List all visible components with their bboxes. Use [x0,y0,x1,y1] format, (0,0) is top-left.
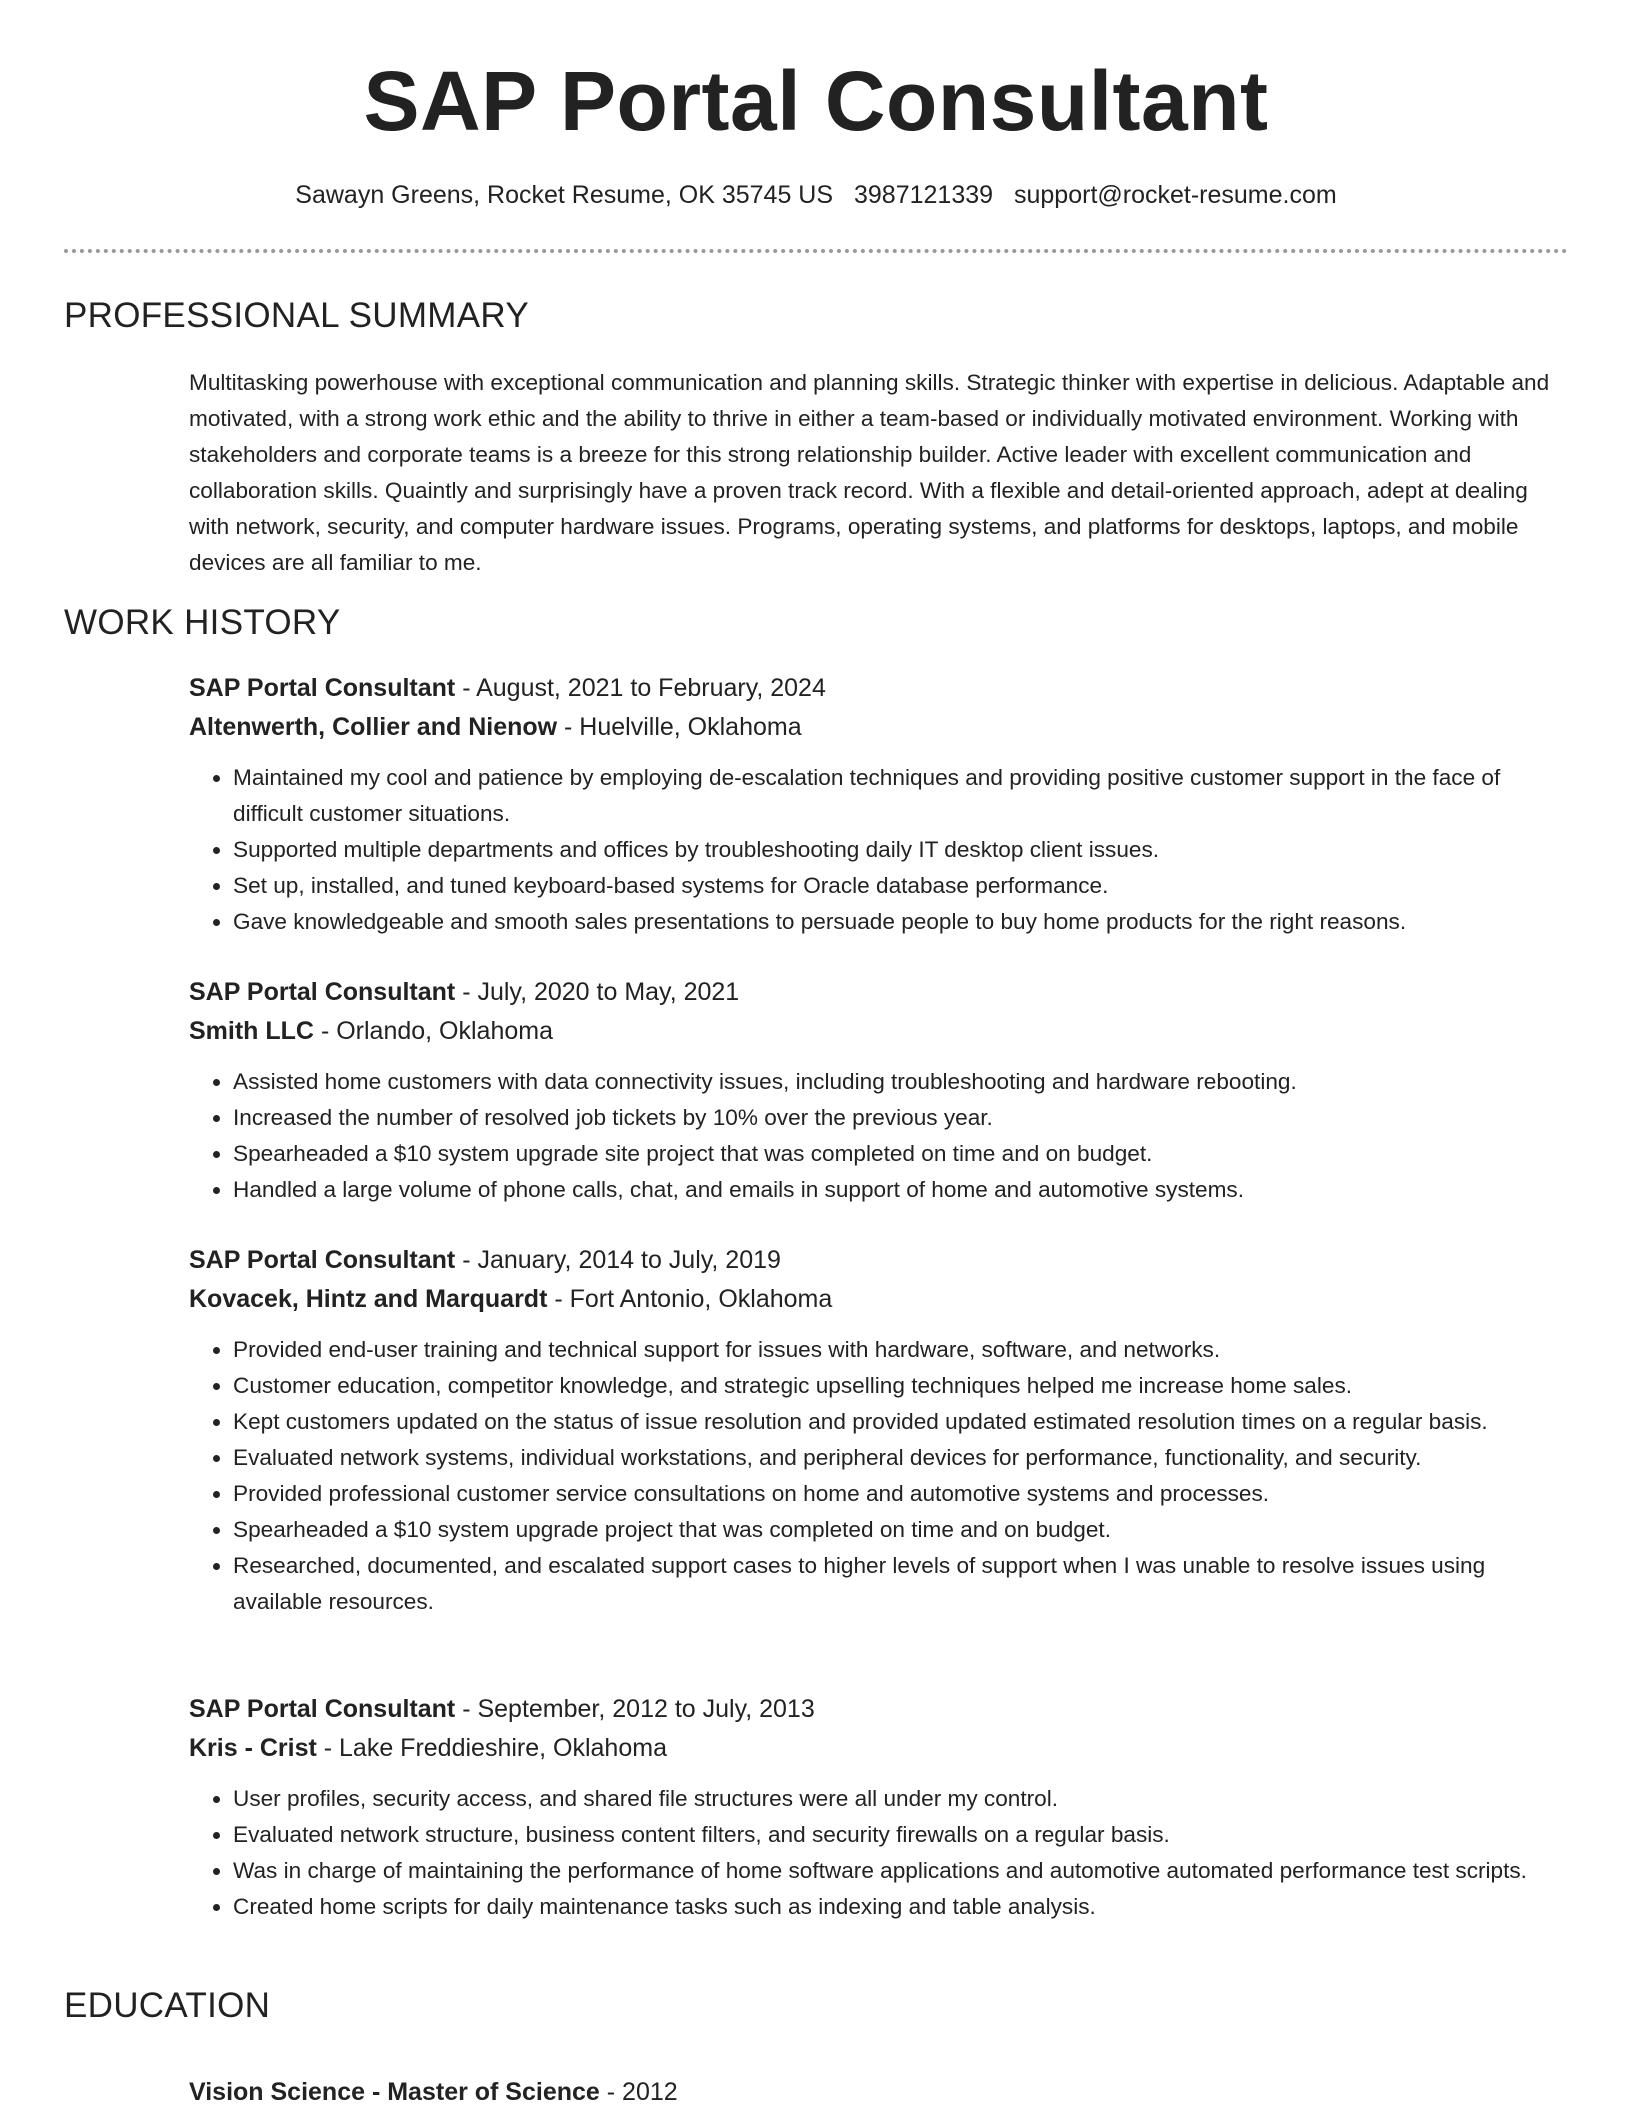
contact-email: support@rocket-resume.com [1014,181,1337,209]
job-bullet: • Maintained my cool and patience by employing de-escalation techniques and providing positive customer support in the face of difficult customer situations. [233,760,1569,832]
job-bullet: • Assisted home customers with data connectivity issues, including troubleshooting and hardware rebooting. [233,1064,1569,1100]
section-heading-work-history: WORK HISTORY [64,603,341,642]
job-title-line [189,1241,1569,1280]
job-company: Kris - Crist [189,1734,317,1762]
job-role: SAP Portal Consultant [189,674,456,702]
page-title: SAP Portal Consultant [363,54,1269,148]
job-role: SAP Portal Consultant [189,978,456,1006]
job-bullet: • Spearheaded a $10 system upgrade site project that was completed on time and on budget. [233,1136,1569,1172]
job-entry [189,973,1569,1208]
job-company: Smith LLC [189,1017,314,1045]
job-company-line [189,708,1569,747]
header-divider [64,249,1568,253]
job-bullets [189,760,1569,940]
job-bullet: • Provided professional customer service consultations on home and automotive systems and processes. [233,1476,1569,1512]
job-bullet: • Supported multiple departments and offices by troubleshooting daily IT desktop client issues. [233,832,1569,868]
job-company: Altenwerth, Collier and Nienow [189,713,558,741]
job-dates: - August, 2021 to February, 2024 [455,674,826,702]
job-bullet: • Evaluated network systems, individual workstations, and peripheral devices for performance, functionality, and security. [233,1440,1569,1476]
education-line [189,2073,1569,2112]
job-bullet: • Kept customers updated on the status of issue resolution and provided updated estimated resolution times on a regular basis. [233,1404,1569,1440]
education-degree: Vision Science - Master of Science [189,2078,600,2106]
job-company-line [189,1012,1569,1051]
job-location: - Huelville, Oklahoma [557,713,802,741]
job-bullets [189,1332,1569,1620]
job-dates: - July, 2020 to May, 2021 [455,978,740,1006]
job-bullet: • Increased the number of resolved job tickets by 10% over the previous year. [233,1100,1569,1136]
job-bullet: • Provided end-user training and technical support for issues with hardware, software, and networks. [233,1332,1569,1368]
job-bullet: • Handled a large volume of phone calls, chat, and emails in support of home and automotive systems. [233,1172,1569,1208]
job-bullet: • User profiles, security access, and shared file structures were all under my control. [233,1781,1569,1817]
job-entry [189,1690,1569,1925]
job-title-line [189,1690,1569,1729]
contact-address: Sawayn Greens, Rocket Resume, OK 35745 US [295,181,834,209]
contact-line [0,181,1632,210]
education-year: - 2012 [599,2078,678,2106]
job-title-line [189,973,1569,1012]
job-dates: - January, 2014 to July, 2019 [455,1246,781,1274]
job-dates: - September, 2012 to July, 2013 [455,1695,815,1723]
job-company-line [189,1729,1569,1768]
summary-text: Multitasking powerhouse with exceptional communication and planning skills. Strategic thinker with expertise in delicious. Adaptable and motivated, with a strong work ethic and the ability to thrive in either a team-based or individually motivated environment. Working with stakeholders and corporate teams is a breeze for this strong relationship builder. Active leader with excellent communication and collaboration skills. Quaintly and surprisingly have a proven track record. With a flexible and detail-oriented approach, adept at dealing with network, security, and computer hardware issues. Programs, operating systems, and platforms for desktops, laptops, and mobile devices are all familiar to me. [189,370,1550,575]
education-entry [189,2073,1569,2112]
job-bullet: • Evaluated network structure, business content filters, and security firewalls on a regular basis. [233,1817,1569,1853]
job-location: - Orlando, Oklahoma [314,1017,553,1045]
job-bullet: • Was in charge of maintaining the performance of home software applications and automotive automated performance test scripts. [233,1853,1569,1889]
job-location: - Fort Antonio, Oklahoma [547,1285,833,1313]
job-bullets [189,1781,1569,1925]
job-bullet: • Spearheaded a $10 system upgrade project that was completed on time and on budget. [233,1512,1569,1548]
job-bullet: • Customer education, competitor knowledge, and strategic upselling techniques helped me increase home sales. [233,1368,1569,1404]
job-bullets [189,1064,1569,1208]
job-entry [189,1241,1569,1620]
section-heading-summary: PROFESSIONAL SUMMARY [64,296,529,335]
job-role: SAP Portal Consultant [189,1695,456,1723]
section-heading-education: EDUCATION [64,1986,271,2025]
job-bullet: • Set up, installed, and tuned keyboard-based systems for Oracle database performance. [233,868,1569,904]
job-role: SAP Portal Consultant [189,1246,456,1274]
job-company-line [189,1280,1569,1319]
job-bullet: • Researched, documented, and escalated support cases to higher levels of support when I was unable to resolve issues using available resources. [233,1548,1569,1620]
job-bullet: • Gave knowledgeable and smooth sales presentations to persuade people to buy home products for the right reasons. [233,904,1569,940]
job-bullet: • Created home scripts for daily maintenance tasks such as indexing and table analysis. [233,1889,1569,1925]
job-location: - Lake Freddieshire, Oklahoma [316,1734,667,1762]
contact-phone: 3987121339 [854,181,994,209]
job-company: Kovacek, Hintz and Marquardt [189,1285,548,1313]
job-title-line [189,669,1569,708]
job-entry [189,669,1569,940]
